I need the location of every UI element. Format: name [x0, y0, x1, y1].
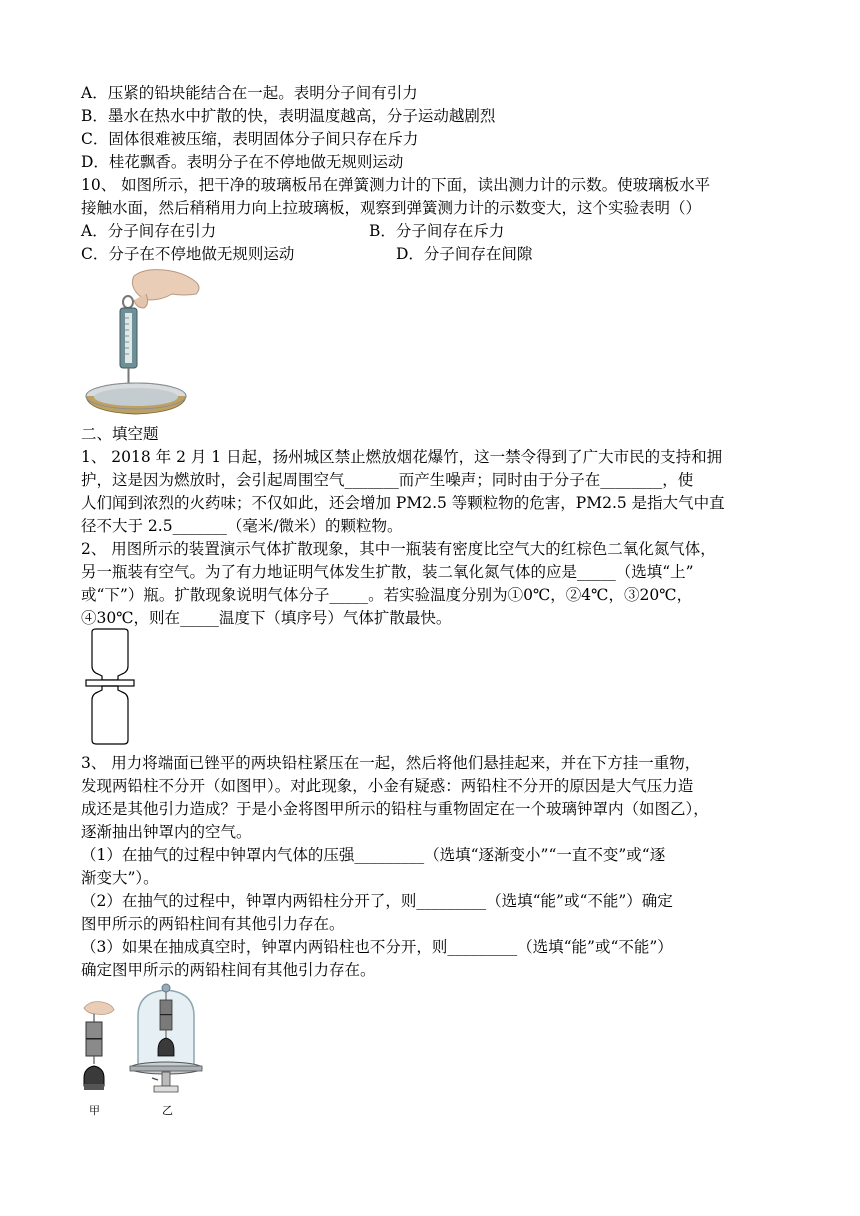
q9-option-d: D．桂花飘香。表明分子在不停地做无规则运动	[81, 153, 404, 171]
fq3-sub1-line2: 渐变大”）。	[81, 869, 159, 887]
fq1-line1: 1、 2018 年 2 月 1 日起，扬州城区禁止燃放烟花爆竹，这一禁令得到了广大市民的支持和拥	[81, 448, 723, 466]
two-bottles-figure	[84, 628, 136, 746]
q9-option-a: A．压紧的铅块能结合在一起。表明分子间有引力	[81, 84, 418, 102]
fq3-sub3-line2: 确定图甲所示的两铅柱间有其他引力存在。	[81, 961, 376, 979]
q10-option-a: A．分子间存在引力	[81, 222, 217, 240]
fq1-line3: 人们闻到浓烈的火药味；不仅如此，还会增加 PM2.5 等颗粒物的危害，PM2.5 是指大气中直	[81, 494, 725, 512]
lead-cylinders-figure	[80, 980, 210, 1126]
q10-stem-line1: 10、 如图所示，把干净的玻璃板吊在弹簧测力计的下面，读出测力计的示数。使玻璃板水平	[81, 176, 711, 194]
fq1-line4: 径不大于 2.5_______（毫米/微米）的颗粒物。	[81, 517, 403, 535]
fq3-line2: 发现两铅柱不分开（如图甲）。对此现象，小金有疑惑：两铅柱不分开的原因是大气压力造	[81, 777, 694, 795]
figure-label-yi: 乙	[162, 1104, 173, 1117]
fq2-line4: ④30℃，则在_____温度下（填序号）气体扩散最快。	[81, 609, 452, 627]
figure-label-jia: 甲	[89, 1104, 100, 1117]
fq3-sub1-line1: （1）在抽气的过程中钟罩内气体的压强_________（选填“逐渐变小”“一直不变”或“逐	[81, 846, 666, 864]
spring-scale-figure	[84, 266, 210, 418]
fq2-line2: 另一瓶装有空气。为了有力地证明气体发生扩散，装二氧化氮气体的应是_____（选填“上”	[81, 563, 694, 581]
fq2-line3: 或“下”）瓶。扩散现象说明气体分子_____。若实验温度分别为①0℃，②4℃，③20℃，	[81, 586, 693, 604]
section-title-fill-in: 二、填空题	[81, 425, 159, 443]
fq3-line4: 逐渐抽出钟罩内的空气。	[81, 823, 252, 841]
fq3-line3: 成还是其他引力造成？于是小金将图甲所示的铅柱与重物固定在一个玻璃钟罩内（如图乙），	[81, 800, 709, 818]
q9-option-b: B．墨水在热水中扩散的快，表明温度越高，分子运动越剧烈	[81, 107, 496, 125]
fq3-sub2-line2: 图甲所示的两铅柱间有其他引力存在。	[81, 915, 345, 933]
fq3-sub2-line1: （2）在抽气的过程中，钟罩内两铅柱分开了，则_________（选填“能”或“不能”）确定	[81, 892, 673, 910]
fq2-line1: 2、 用图所示的装置演示气体扩散现象，其中一瓶装有密度比空气大的红棕色二氧化氮气体，	[81, 540, 716, 558]
fq3-line1: 3、 用力将端面已锉平的两块铅柱紧压在一起，然后将他们悬挂起来，并在下方挂一重物，	[81, 754, 701, 772]
fq3-sub3-line1: （3）如果在抽成真空时，钟罩内两铅柱也不分开，则_________（选填“能”或“不能”）	[81, 938, 673, 956]
q10-option-b: B．分子间存在斥力	[369, 222, 505, 240]
q10-option-c: C．分子在不停地做无规则运动	[81, 245, 295, 263]
q10-stem-line2: 接触水面，然后稍稍用力向上拉玻璃板，观察到弹簧测力计的示数变大，这个实验表明（）	[81, 199, 702, 217]
fq1-line2: 护，这是因为燃放时，会引起周围空气_______而产生噪声；同时由于分子在________，使	[81, 471, 694, 489]
q10-option-d: D．分子间存在间隙	[396, 245, 533, 263]
q9-option-c: C．固体很难被压缩，表明固体分子间只存在斥力	[81, 130, 419, 148]
